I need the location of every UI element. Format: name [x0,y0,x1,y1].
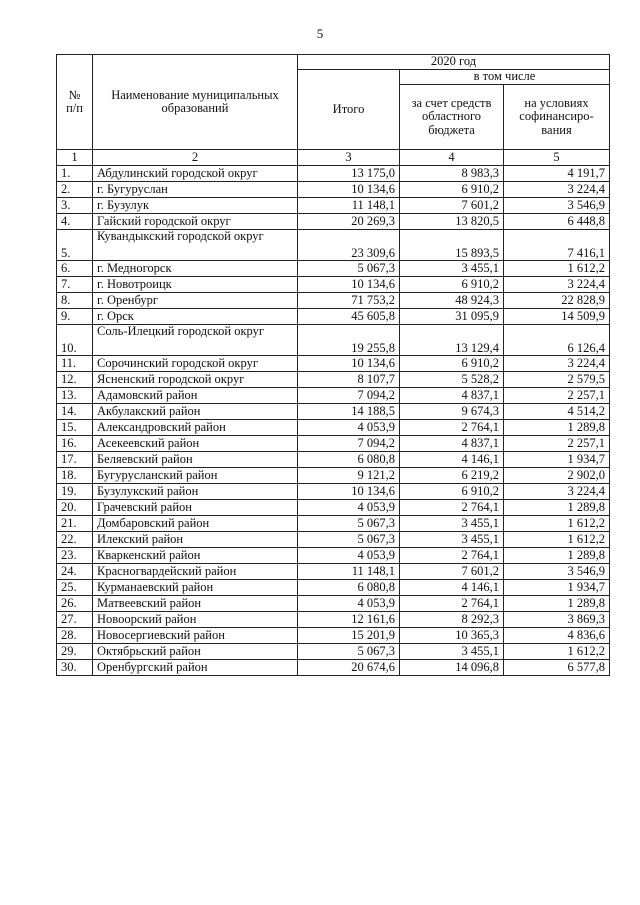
row-name: Ясненский городской округ [93,372,298,388]
row-number: 28. [57,628,93,644]
table-row [57,404,610,420]
table-row [57,356,610,372]
row-name: Абдулинский городской округ [93,166,298,182]
row-cofinance: 6 577,8 [504,660,610,676]
row-name: Асекеевский район [93,436,298,452]
row-number: 15. [57,420,93,436]
row-total: 10 134,6 [298,182,400,198]
row-number: 8. [57,293,93,309]
row-number: 20. [57,500,93,516]
row-cofinance: 14 509,9 [504,309,610,325]
row-number: 9. [57,309,93,325]
row-cofinance: 6 448,8 [504,214,610,230]
table-row [57,372,610,388]
row-number: 19. [57,484,93,500]
column-numbers-row [57,150,610,166]
row-total: 20 269,3 [298,214,400,230]
row-regional: 3 455,1 [400,532,504,548]
table-row [57,230,610,261]
row-name: Октябрьский район [93,644,298,660]
row-name: Новоорский район [93,612,298,628]
row-name: Кваркенский район [93,548,298,564]
column-number: 2 [93,150,298,166]
column-number: 1 [57,150,93,166]
row-total: 8 107,7 [298,372,400,388]
row-cofinance: 1 934,7 [504,452,610,468]
row-regional: 15 893,5 [400,230,504,261]
row-name: Соль-Илецкий городской округ [93,325,298,356]
row-regional: 7 601,2 [400,564,504,580]
row-regional: 2 764,1 [400,420,504,436]
table-row [57,660,610,676]
header-number: № п/п [57,55,93,150]
row-regional: 7 601,2 [400,198,504,214]
row-number: 17. [57,452,93,468]
row-regional: 4 837,1 [400,436,504,452]
row-name: Курманаевский район [93,580,298,596]
row-number: 5. [57,230,93,261]
row-regional: 3 455,1 [400,644,504,660]
row-cofinance: 1 289,8 [504,548,610,564]
row-number: 6. [57,261,93,277]
table-row [57,580,610,596]
row-total: 4 053,9 [298,596,400,612]
row-total: 45 605,8 [298,309,400,325]
row-number: 25. [57,580,93,596]
row-number: 3. [57,198,93,214]
table-row [57,198,610,214]
row-total: 10 134,6 [298,356,400,372]
row-cofinance: 1 612,2 [504,532,610,548]
row-cofinance: 4 836,6 [504,628,610,644]
row-cofinance: 1 612,2 [504,261,610,277]
row-name: Новосергиевский район [93,628,298,644]
table-row [57,388,610,404]
row-regional: 6 910,2 [400,484,504,500]
row-regional: 9 674,3 [400,404,504,420]
header-regional: за счет средств областного бюджета [400,85,504,150]
row-number: 30. [57,660,93,676]
table-header [57,55,610,166]
table-row [57,628,610,644]
row-regional: 4 146,1 [400,580,504,596]
table-row [57,612,610,628]
row-cofinance: 4 191,7 [504,166,610,182]
row-total: 6 080,8 [298,452,400,468]
row-name: г. Новотроицк [93,277,298,293]
row-cofinance: 3 224,4 [504,356,610,372]
row-regional: 10 365,3 [400,628,504,644]
row-regional: 13 820,5 [400,214,504,230]
header-in-that: в том числе [400,70,610,85]
row-cofinance: 1 934,7 [504,580,610,596]
row-number: 2. [57,182,93,198]
table-row [57,325,610,356]
row-total: 14 188,5 [298,404,400,420]
row-regional: 3 455,1 [400,516,504,532]
row-regional: 6 910,2 [400,277,504,293]
table-row [57,548,610,564]
row-total: 20 674,6 [298,660,400,676]
row-total: 13 175,0 [298,166,400,182]
row-cofinance: 3 224,4 [504,277,610,293]
row-cofinance: 3 224,4 [504,182,610,198]
table-row [57,532,610,548]
row-total: 10 134,6 [298,277,400,293]
row-name: г. Орск [93,309,298,325]
row-total: 4 053,9 [298,548,400,564]
row-number: 24. [57,564,93,580]
row-number: 29. [57,644,93,660]
row-cofinance: 1 289,8 [504,500,610,516]
page-number: 5 [316,26,324,41]
table-row [57,596,610,612]
row-regional: 5 528,2 [400,372,504,388]
row-cofinance: 1 612,2 [504,644,610,660]
row-name: Бугурусланский район [93,468,298,484]
row-name: Беляевский район [93,452,298,468]
row-total: 7 094,2 [298,436,400,452]
row-name: г. Медногорск [93,261,298,277]
row-regional: 4 837,1 [400,388,504,404]
row-cofinance: 3 869,3 [504,612,610,628]
row-number: 11. [57,356,93,372]
row-regional: 6 910,2 [400,182,504,198]
row-name: Оренбургский район [93,660,298,676]
row-total: 6 080,8 [298,580,400,596]
row-cofinance: 6 126,4 [504,325,610,356]
row-name: Гайский городской округ [93,214,298,230]
row-number: 13. [57,388,93,404]
table-body [57,166,610,676]
row-regional: 14 096,8 [400,660,504,676]
table-row [57,468,610,484]
table-row [57,644,610,660]
row-cofinance: 4 514,2 [504,404,610,420]
row-number: 4. [57,214,93,230]
row-regional: 48 924,3 [400,293,504,309]
row-cofinance: 2 902,0 [504,468,610,484]
row-total: 10 134,6 [298,484,400,500]
table-row [57,214,610,230]
table-row [57,500,610,516]
table-row [57,484,610,500]
row-total: 7 094,2 [298,388,400,404]
table-row [57,293,610,309]
row-name: Сорочинский городской округ [93,356,298,372]
row-total: 5 067,3 [298,516,400,532]
row-regional: 8 292,3 [400,612,504,628]
row-number: 22. [57,532,93,548]
row-regional: 2 764,1 [400,548,504,564]
row-name: Матвеевский район [93,596,298,612]
header-total: Итого [298,70,400,150]
row-total: 19 255,8 [298,325,400,356]
table-row [57,309,610,325]
row-cofinance: 1 289,8 [504,420,610,436]
table-row [57,564,610,580]
table-row [57,182,610,198]
row-cofinance: 3 224,4 [504,484,610,500]
row-total: 5 067,3 [298,644,400,660]
row-cofinance: 22 828,9 [504,293,610,309]
row-regional: 4 146,1 [400,452,504,468]
row-number: 23. [57,548,93,564]
row-name: Акбулакский район [93,404,298,420]
row-number: 7. [57,277,93,293]
row-number: 1. [57,166,93,182]
row-cofinance: 2 579,5 [504,372,610,388]
row-name: Грачевский район [93,500,298,516]
row-total: 5 067,3 [298,261,400,277]
row-number: 10. [57,325,93,356]
row-name: г. Оренбург [93,293,298,309]
row-total: 15 201,9 [298,628,400,644]
column-number: 3 [298,150,400,166]
table-row [57,166,610,182]
row-cofinance: 2 257,1 [504,388,610,404]
row-name: Красногвардейский район [93,564,298,580]
row-total: 4 053,9 [298,500,400,516]
row-cofinance: 3 546,9 [504,564,610,580]
row-total: 9 121,2 [298,468,400,484]
row-regional: 2 764,1 [400,596,504,612]
row-cofinance: 7 416,1 [504,230,610,261]
row-total: 11 148,1 [298,564,400,580]
row-regional: 2 764,1 [400,500,504,516]
row-name: Домбаровский район [93,516,298,532]
table-row [57,277,610,293]
row-regional: 13 129,4 [400,325,504,356]
row-cofinance: 3 546,9 [504,198,610,214]
row-number: 21. [57,516,93,532]
row-number: 12. [57,372,93,388]
row-regional: 6 910,2 [400,356,504,372]
row-regional: 8 983,3 [400,166,504,182]
row-number: 27. [57,612,93,628]
column-number: 5 [504,150,610,166]
row-cofinance: 2 257,1 [504,436,610,452]
row-regional: 3 455,1 [400,261,504,277]
row-total: 71 753,2 [298,293,400,309]
row-name: Бузулукский район [93,484,298,500]
row-number: 18. [57,468,93,484]
row-cofinance: 1 612,2 [504,516,610,532]
row-total: 11 148,1 [298,198,400,214]
budget-table [56,54,610,676]
table-row [57,516,610,532]
header-name: Наименование муниципальных образований [93,55,298,150]
table-row [57,420,610,436]
row-total: 4 053,9 [298,420,400,436]
row-name: Илекский район [93,532,298,548]
header-cofinance: на условиях софинансиро-вания [504,85,610,150]
row-regional: 31 095,9 [400,309,504,325]
row-name: г. Бугуруслан [93,182,298,198]
column-number: 4 [400,150,504,166]
row-number: 14. [57,404,93,420]
row-name: г. Бузулук [93,198,298,214]
row-name: Александровский район [93,420,298,436]
row-total: 5 067,3 [298,532,400,548]
table-row [57,452,610,468]
header-year: 2020 год [298,55,610,70]
row-number: 26. [57,596,93,612]
row-total: 23 309,6 [298,230,400,261]
row-total: 12 161,6 [298,612,400,628]
row-name: Кувандыкский городской округ [93,230,298,261]
row-cofinance: 1 289,8 [504,596,610,612]
row-name: Адамовский район [93,388,298,404]
row-regional: 6 219,2 [400,468,504,484]
table-row [57,261,610,277]
table-row [57,436,610,452]
row-number: 16. [57,436,93,452]
